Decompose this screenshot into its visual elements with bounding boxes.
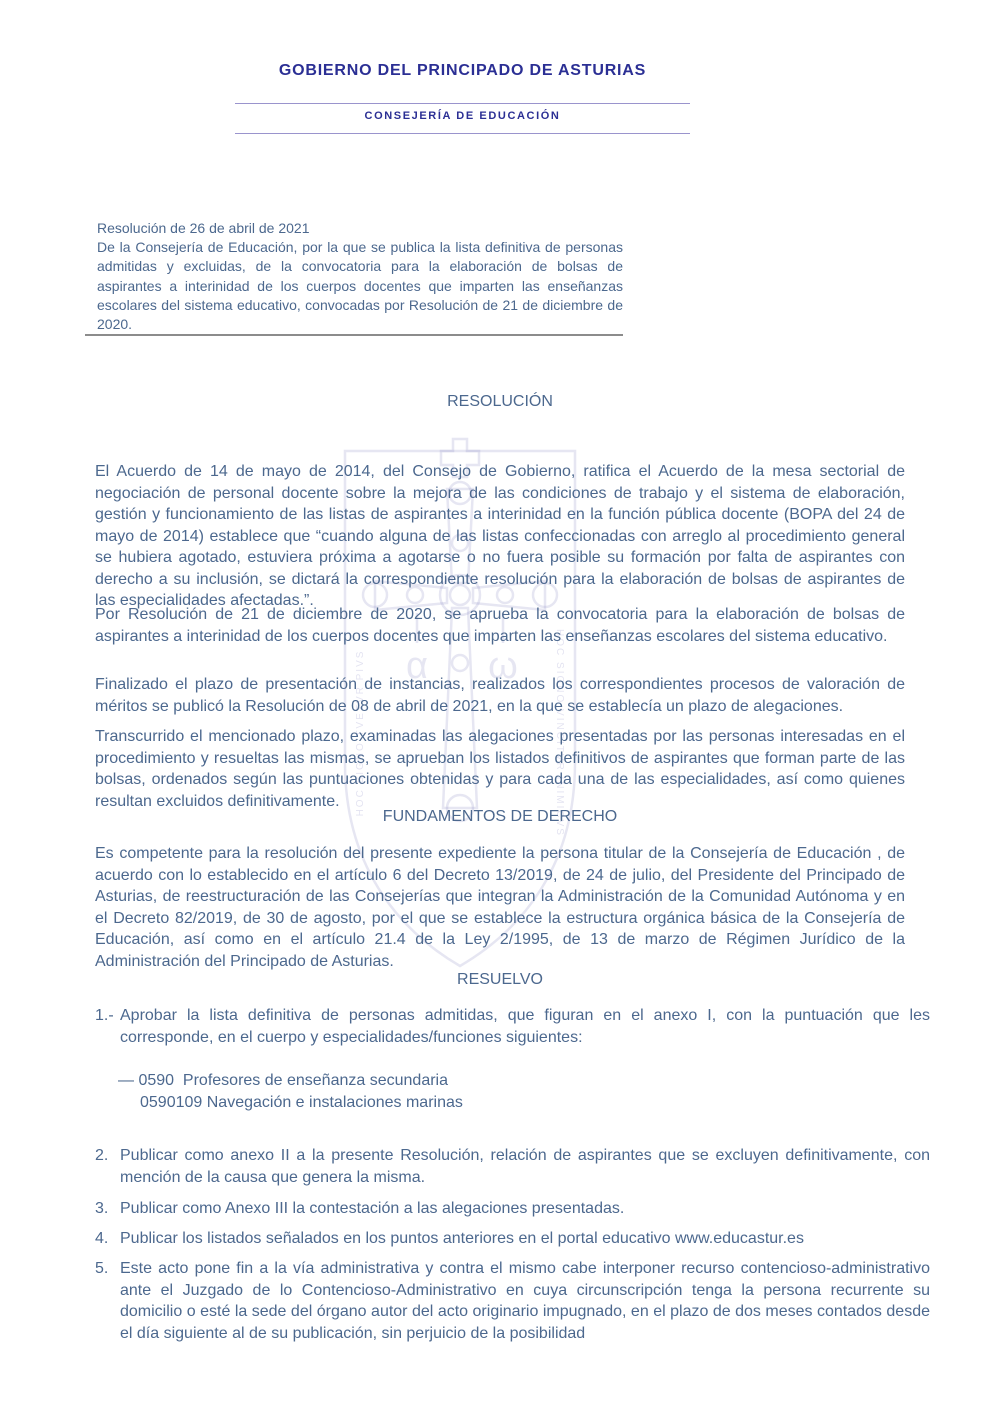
summary-body: De la Consejería de Educación, por la que se publica la lista definitiva de personas admitidas y excluidas, de la convocatoria para la elaboración de bolsas de aspirantes a interinidad de los cuerpos docentes que imparten las enseñanzas escolares del sistema educativo, convocadas por Resolución de 21 de diciembre de 2020. [97,239,623,333]
paragraph-alegaciones: Transcurrido el mencionado plazo, examinadas las alegaciones presentadas por las personas interesadas en el procedimiento y resueltas las mismas, se aprueban los listados definitivos de aspirantes que forman parte de las bolsas, ordenados según las puntuaciones obtenidas y para cada una de las especialidades, así como quienes resultan excluidos definitivamente. [95,728,905,810]
item-number: 2. [95,1147,109,1164]
watermark-alpha-glyph: α [406,645,428,687]
watermark-omega-glyph: ω [488,645,518,687]
resuelvo-item-5 [95,1258,930,1344]
item-text: Aprobar la lista definitiva de personas admitidas, que figuran en el anexo I, con la puntuación que les corresponde, en el cuerpo y especialidades/funciones siguientes: [120,1007,930,1046]
item-text: Publicar como anexo II a la presente Resolución, relación de aspirantes que se excluyen definitivamente, con mención de la causa que genera la misma. [120,1147,930,1186]
resuelvo-heading: RESUELVO [457,971,543,988]
summary-divider [85,334,623,336]
watermark-motto-left: HOC SIGNO TVETVR PIVS [355,649,366,817]
item-number: 5. [95,1260,109,1277]
paragraph-acuerdo-2014: El Acuerdo de 14 de mayo de 2014, del Consejo de Gobierno, ratifica el Acuerdo de la mesa sectorial de negociación de personal docente sobre la mejora de las condiciones de trabajo y el sistema de elaboración, gestión y funcionamiento de las listas de aspirantes a interinidad en la función pública docente (BOPA del 24 de mayo de 2014) establece que “cuando alguna de las listas confeccionadas con arreglo al procedimiento general se hubiera agotado, estuviera próxima a agotarse o no fuera posible su formación por falta de aspirantes con derecho a su inclusión, se dictará la correspondiente resolución para la elaboración de bolsas de aspirantes de las especialidades afectadas.”. [95,463,905,609]
resuelvo-item-3 [95,1198,930,1220]
item-text: Publicar los listados señalados en los puntos anteriores en el portal educativo www.educastur.es [120,1230,804,1247]
paragraph-plazo-instancias: Finalizado el plazo de presentación de instancias, realizados los correspondientes procesos de valoración de méritos se publicó la Resolución de 08 de abril de 2021, en la que se establecía un plazo de alegaciones. [95,676,905,715]
department-title: CONSEJERÍA DE EDUCACIÓN [364,110,561,122]
resuelvo-item-1 [95,1005,930,1048]
specialty-list [118,1070,718,1113]
resolucion-heading: RESOLUCIÓN [447,393,553,410]
paragraph-competencia: Es competente para la resolución del presente expediente la persona titular de la Consejería de Educación , de acuerdo con lo establecido en el artículo 6 del Decreto 13/2019, de 24 de julio, del Presidente del Principado de Asturias, de reestructuración de las Consejerías que integran la Administración de la Comunidad Autónoma y en el Decreto 82/2019, de 30 de agosto, por el que se establece la estructura orgánica básica de la Consejería de Educación, así como en el artículo 21.4 de la Ley 2/1995, de 13 de marzo de Régimen Jurídico de la Administración del Principado de Asturias. [95,845,905,970]
item-number: 1.- [95,1007,114,1024]
summary-title: Resolución de 26 de abril de 2021 [97,220,310,236]
resolution-summary [97,219,623,334]
fundamentos-heading: FUNDAMENTOS DE DERECHO [382,808,618,825]
item-number: 4. [95,1230,109,1247]
specialty-code-line: 0590109 Navegación e instalaciones marinas [140,1093,463,1111]
item-text: Este acto pone fin a la vía administrativa y contra el mismo cabe interponer recurso contencioso-administrativo ante el Juzgado de lo Contencioso-Administrativo en cuya circunscripción tenga la persona recurrente su domicilio o esté la sede del órgano autor del acto originario impugnado, en el plazo de dos meses contados desde el día siguiente al de su publicación, sin perjuicio de la posibilidad [120,1260,930,1342]
resuelvo-item-2 [95,1145,930,1188]
specialty-body-line: — 0590 Profesores de enseñanza secundaria [118,1072,448,1089]
government-title: GOBIERNO DEL PRINCIPADO DE ASTURIAS [278,62,647,79]
item-number: 3. [95,1200,109,1217]
paragraph-convocatoria-2020: Por Resolución de 21 de diciembre de 2020, se aprueba la convocatoria para la elaboración de bolsas de aspirantes a interinidad de los cuerpos docentes que imparten las enseñanzas escolares del sistema educativo. [95,606,905,645]
item-text: Publicar como Anexo III la contestación a las alegaciones presentadas. [120,1200,625,1217]
letterhead-rule-top [235,103,690,104]
resuelvo-item-4 [95,1228,930,1250]
letterhead-rule-bottom [235,133,690,134]
watermark-motto-right: HOC SIGNO VINCITVR INIMICVS [554,629,565,837]
